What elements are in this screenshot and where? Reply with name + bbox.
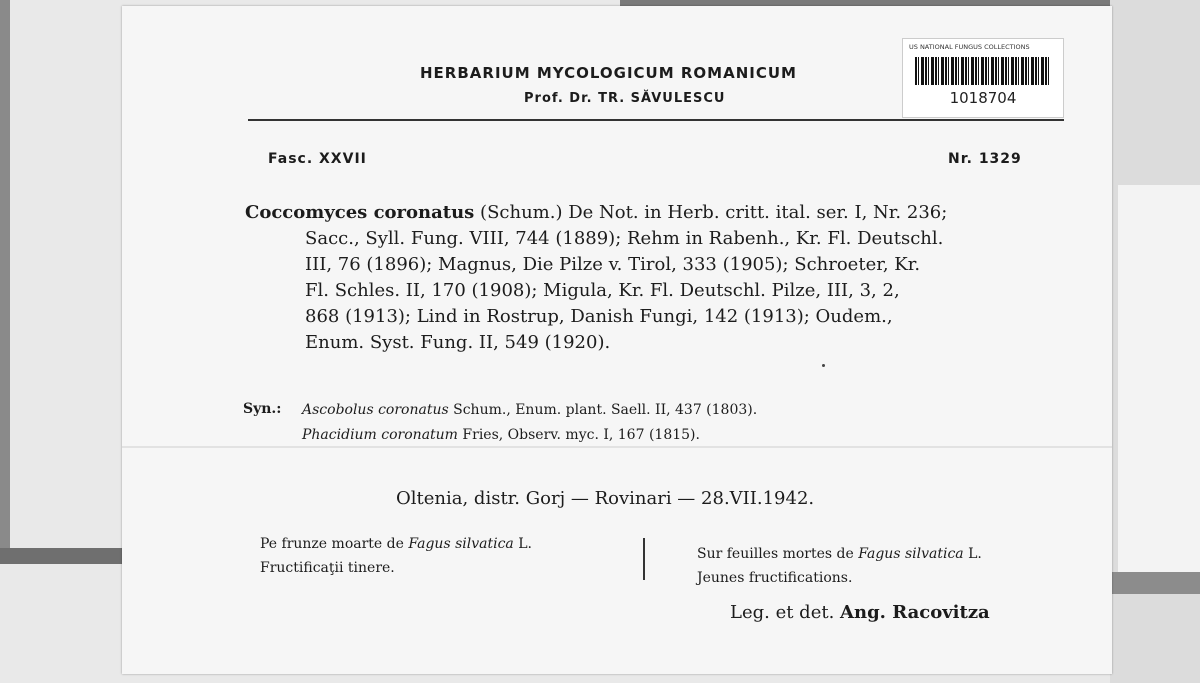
synonym-reference: Schum., Enum. plant. Saell. II, 437 (1803). <box>448 402 758 418</box>
specimen-number: Nr. 1329 <box>948 151 1022 167</box>
substrate-french <box>697 546 982 562</box>
barcode-sticker <box>902 38 1064 118</box>
herbarium-title: HERBARIUM MYCOLOGICUM ROMANICUM <box>420 64 797 82</box>
synonym-reference: Fries, Observ. myc. I, 167 (1815). <box>457 427 700 443</box>
substrate-text: Pe frunze moarte de <box>260 536 409 552</box>
synonyms-label: Syn.: <box>243 401 282 417</box>
citation-line: Enum. Syst. Fung. II, 549 (1920). <box>305 332 611 353</box>
citation-line: Fl. Schles. II, 170 (1908); Migula, Kr. Fl. Deutschl. Pilze, III, 3, 2, <box>305 280 900 301</box>
synonym-line <box>302 402 757 418</box>
citation-line: Sacc., Syll. Fung. VIII, 744 (1889); Rehm in Rabenh., Kr. Fl. Deutschl. <box>305 228 944 249</box>
fascicle-number: Fasc. XXVII <box>268 151 367 167</box>
fructification-romanian: Fructificaţii tinere. <box>260 560 395 576</box>
host-name: Fagus silvatica <box>858 546 964 562</box>
herbarium-subtitle: Prof. Dr. TR. SĂVULESCU <box>524 91 726 106</box>
host-name: Fagus silvatica <box>408 536 514 552</box>
substrate-romanian <box>260 536 532 552</box>
synonym-name: Ascobolus coronatus <box>302 402 449 418</box>
collector-name: Ang. Racovitza <box>840 602 990 623</box>
host-authority: L. <box>513 536 532 552</box>
column-separator <box>643 538 645 580</box>
synonym-name: Phacidium coronatum <box>302 427 458 443</box>
sheet-edge-left <box>0 0 10 560</box>
header-rule <box>248 119 1064 121</box>
collector-line <box>730 602 990 623</box>
species-authority: (Schum.) De Not. in Herb. critt. ital. ser. I, Nr. 236; <box>474 202 948 223</box>
citation-line: III, 76 (1896); Magnus, Die Pilze v. Tirol, 333 (1905); Schroeter, Kr. <box>305 254 921 275</box>
substrate-text: Sur feuilles mortes de <box>697 546 859 562</box>
species-line-1 <box>245 200 947 227</box>
synonym-line <box>302 427 700 443</box>
fructification-french: Jeunes fructifications. <box>697 570 853 586</box>
paper-behind <box>1118 185 1200 575</box>
species-name: Coccomyces coronatus <box>245 202 475 223</box>
barcode-icon <box>915 57 1051 85</box>
locality-date: Oltenia, distr. Gorj — Rovinari — 28.VII.1942. <box>396 488 815 509</box>
herbarium-label <box>122 6 1112 674</box>
shadow-bar-right <box>1112 572 1200 594</box>
host-authority: L. <box>963 546 982 562</box>
fold-line <box>122 446 1112 448</box>
ink-speck <box>822 364 825 367</box>
barcode-number: 1018704 <box>949 89 1017 107</box>
barcode-label: US NATIONAL FUNGUS COLLECTIONS <box>909 43 1030 51</box>
collector-prefix: Leg. et det. <box>730 602 841 623</box>
citation-line: 868 (1913); Lind in Rostrup, Danish Fungi, 142 (1913); Oudem., <box>305 306 893 327</box>
